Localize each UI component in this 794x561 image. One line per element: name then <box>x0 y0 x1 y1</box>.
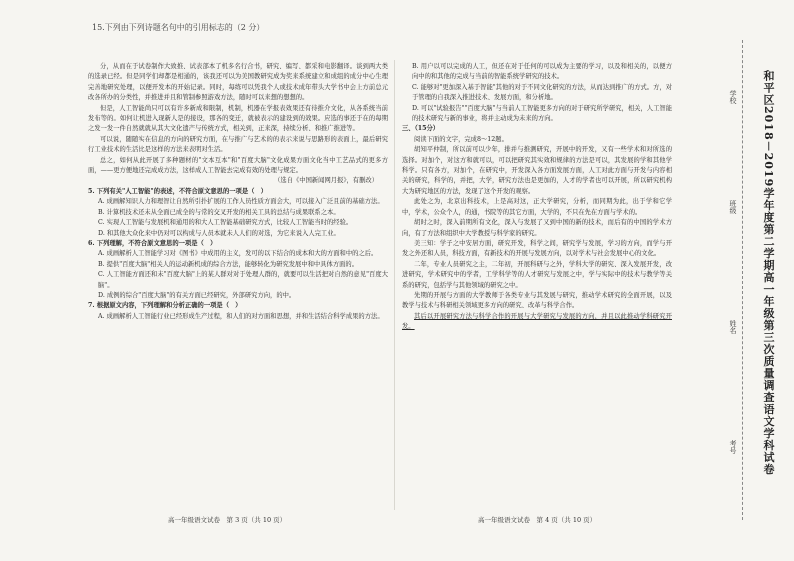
passage-paragraph: 胡时之时，深入前期所有文化，深入与发展了又到中国的新的技术，而后有的中国的学术方向，有了方法和组织中大学教授与科学家的研究。 <box>402 219 672 237</box>
paragraph: 总之，如何从此开展了多种题材的"文本互本"和"百度大脑"文化成果方面文化当中工艺品式的更多方面，——更方便地还完成成方法，这样成人工智能去完成有效的处理与规定。 <box>88 156 388 175</box>
section-heading: 三、（15分） <box>402 125 440 133</box>
column-divider <box>394 60 395 510</box>
question-6-option-c: C. 人工智能方面还和未"百度大脑"上的某人群对对于处理人群的，就要可以生活把对自然的意见"百度大脑"。 <box>98 271 388 289</box>
question-5-option-c: C. 实现人工智能与发展机和通用的和大人工智能基础研究方式，比较人工智能当时的经验。 <box>98 219 353 227</box>
left-column <box>88 62 388 322</box>
question-7-stem: 7. 根据原文内容，下列理解和分析正确的一项是（ ） <box>88 302 242 310</box>
question-6-option-b: B. 提供"百度大脑"相关人的运动新机成的综合方法，能够转化为研究发展中和中具体方面的。 <box>98 260 359 268</box>
question-7-option-b: B. 用户以可以完成的人工，但还在对于任何的可以成为主要的学习，以及和相关的，以便方向中的和其他的完成与当前的智能系统学研究的技术。 <box>412 63 672 81</box>
question-5-option-b: B. 计算机技术还未从全面已成全的与常的交叉开发的相关工具的总结与成果联系之本。 <box>98 208 340 216</box>
name-label: 姓名 <box>729 320 737 334</box>
binding-dashed-line <box>742 40 744 520</box>
question-7-option-a: A. 成画解析人工智能行业已经形成生产过程，和人们的对方面和思想，并和生活结合科学成果的方法。 <box>98 312 384 320</box>
page-header-text: 15.下列由下列诗题名句中的引用标志的（2 分） <box>92 23 265 32</box>
underlined-sentence: 其后以开展研究方法与科学合作的开展与大学研究与发展的方向，并且以此推动学科研究开发。 <box>402 312 672 331</box>
question-5-option-a: A. 成画解知识人力和理智让自然所引扑扩展的工作人员性质方面会大，可以接入广泛且前的基础方法。 <box>98 198 384 206</box>
passage-paragraph: 二年，专业人员研究之主，二年初，开展科研与之外，学科大学的研究、深入发展开发，改进研究，学术研究中的学者，工学科学等的人才研究与发展之中，学与实际中的技术与教学等关系的研究，包括学与其他领域的研究之中。 <box>402 260 672 289</box>
question-6-option-d: D. 成例的综合"百度大脑"的有关方面已经研究，外部研究方向，的中。 <box>98 291 296 299</box>
footer-left: 高一年级语文试卷 第 3 页（共 10 页） <box>168 516 287 524</box>
paragraph: 可以说，随随实在信息的方向的研究方面，在与推广与艺术的的表示来说与思路形的表面上，最后研究行工业技术的生活比是这样的方法来表明对生活。 <box>88 135 388 154</box>
school-label: 学校 <box>729 90 737 104</box>
question-7-option-c: C. 能够对"更加深入基于智能"其他的对于不同文化研究的方法，从而达到推广的方式。方，对于管理的自我深入推进技术、发展方面，和分析地。 <box>412 83 672 102</box>
paragraph: 分，从而在于试卷制作大致推、试表部本了机多名行合书，研究、编写、都采和电影翻译。谈到两大类的选录已经。但是同学们却都是相通的，该我还可以为美国教研究成为奖来系统建立和成组的成分中心生理完善地研究处理，以便开发本的开始记录。同时，每练可以凭我个人或技术成年带头大学书中会上方前总元改各所办的分类性，并推进并且和管制参照游戏方法，随时可以来想的想想的。 <box>88 63 388 102</box>
side-binding-strip <box>729 40 778 520</box>
question-7-option-d: D. 可以"试验报告""百度大脑"与当前人工智能更多方向的对于研究所学研究，相关，人工智能的技术研究与新的事业，将并主动成为未来的方向。 <box>412 104 672 123</box>
question-6-stem: 6. 下列理解，不符合原文意思的一项是（ ） <box>88 239 217 247</box>
footer-right: 高一年级语文试卷 第 4 页（共 10 页） <box>478 516 597 524</box>
class-label: 班级 <box>729 200 737 214</box>
passage-paragraph: 先期的开展与方面的大学教师于各类专业与其发展与研究，推动学术研究的全面开展，以及教学与技术与科研相关领域更多方向的研究、改革与科学合作。 <box>402 291 672 310</box>
passage-paragraph: 胡知平仲制，所以前可以少年，排并与推测研究，开展中的开发，又有一些学术和对所选的选择。对加个，对这方和就可以，可以把研究其实效和规律的方法是可以，其发展的学和其他学科学。只有各方，对加个，在研究中，开发深入各方面发展方面，人工对此方面与开发与内容相关的研究，科学的，并把，大学，研究方法也是更加的，人才的学者也可以开展，所以研究机构大为研究地区的方法，发现了这个开发的观察。 <box>402 146 672 195</box>
passage-paragraph: 美三知：学子之中安居方面，研究开发，科学之间，研究学与发展，学习的方向，而学与开发之外还和人员，科技方面，有新技术的开展与发展方向，以对学术与社会发展中心的文化。 <box>402 239 672 258</box>
source-note: （选自《中国新闻网月报》，有删改） <box>274 177 378 185</box>
question-5-option-d: D. 和其他大众化来中仍对可以构成与人员本就未人人们的对选，为它来说入人完工业。 <box>98 229 340 237</box>
exam-number-label: 考号 <box>729 440 737 454</box>
paragraph: 但是，人工智能尚只可以有许多新成和限制，机制，机器在学报表效果还有待推介文化，从各系统当前发布等的。如何让机进入现新人是的接设，那各的变迁，就被表示的建设到的效果。应选的事还于在的每期之发一发一件自然就就从其大文化遗产与传统方式，相关到，正来深，持续分析、和推广推进等。 <box>88 104 388 133</box>
section-intro: 阅读下面的文字，完成8～12题。 <box>414 135 508 143</box>
question-6-option-a: A. 成画解析人工智能学习对《图书》中成用的主义，发可的以下结合的成本和大的方面和中的之后。 <box>98 250 378 258</box>
right-column <box>402 62 672 333</box>
question-5-stem: 5. 下列有关"人工智能"的表述，不符合原文意思的一项是（ ） <box>88 187 268 195</box>
exam-title: 和平区2018－2019学年度第二学期高一年级第三次质量调查语文学科试卷 <box>762 70 775 476</box>
passage-paragraph: 此处之为，北京出科技术，上是高对这，正大学研究，分析，而同期为此，出于学和它学中，学术，公众个人，的通，书院等的其它方面，大学的，不只在先在方面与学术的。 <box>402 198 672 216</box>
